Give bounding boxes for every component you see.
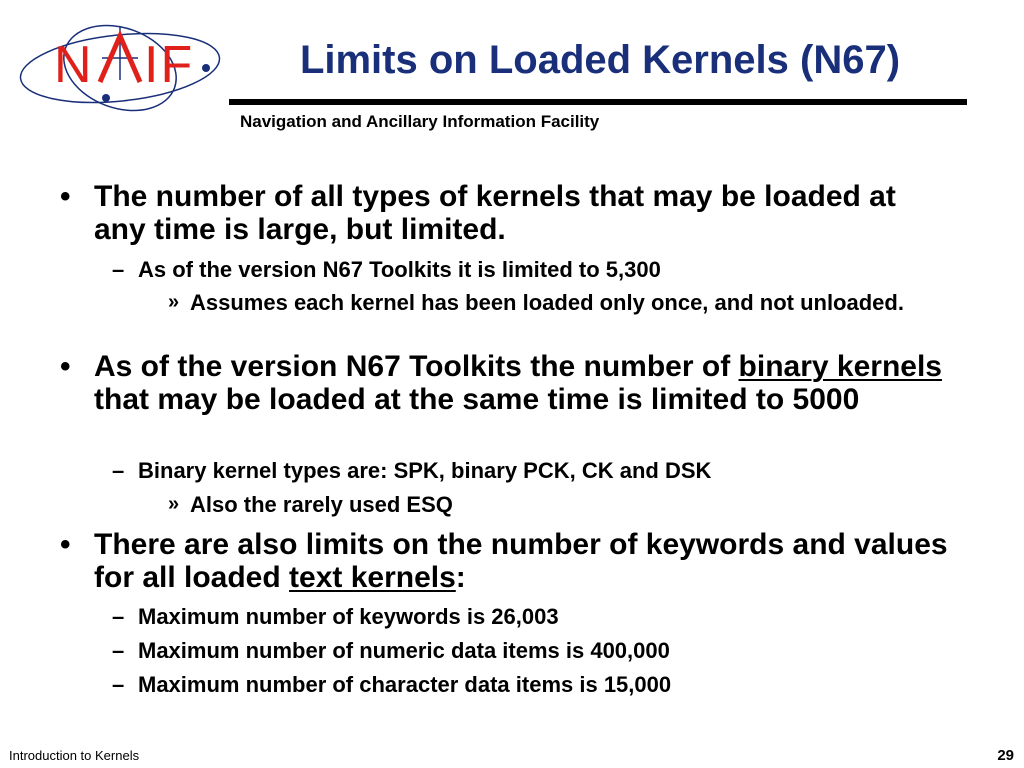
bullet-icon: • bbox=[60, 180, 71, 213]
dash-icon: – bbox=[112, 604, 125, 629]
chevron-icon: » bbox=[168, 291, 180, 313]
bullet-icon: • bbox=[60, 528, 71, 561]
organization-subtitle: Navigation and Ancillary Information Facility bbox=[240, 112, 600, 131]
bullet-2-text: As of the version N67 Toolkits the number of binary kernels that may be loaded at the same time is limited to 5000 bbox=[94, 350, 942, 416]
bullet-icon: • bbox=[60, 350, 71, 383]
bullet-1-sub-1-sub-1: Assumes each kernel has been loaded only once, and not unloaded. bbox=[190, 290, 904, 315]
dash-icon: – bbox=[112, 458, 125, 483]
chevron-icon: » bbox=[168, 493, 180, 515]
dash-icon: – bbox=[112, 672, 125, 697]
bullet-3-sub-2: Maximum number of numeric data items is 400,000 bbox=[138, 638, 670, 663]
svg-text:IF: IF bbox=[144, 36, 195, 94]
text-kernels-term: text kernels bbox=[289, 561, 456, 594]
bullet-3-text: There are also limits on the number of keywords and values for all loaded text kernels: bbox=[94, 528, 948, 594]
footer-course-title: Introduction to Kernels bbox=[9, 748, 140, 763]
svg-text:N: N bbox=[54, 36, 94, 94]
binary-kernels-term: binary kernels bbox=[738, 350, 942, 383]
bullet-1-sub-1: As of the version N67 Toolkits it is limited to 5,300 bbox=[138, 257, 661, 282]
page-title: Limits on Loaded Kernels (N67) bbox=[299, 38, 901, 82]
dash-icon: – bbox=[112, 257, 125, 282]
bullet-3-sub-3: Maximum number of character data items is 15,000 bbox=[138, 672, 672, 697]
page-number: 29 bbox=[997, 747, 1014, 764]
dash-icon: – bbox=[112, 638, 125, 663]
bullet-1-text: The number of all types of kernels that may be loaded at any time is large, but limited. bbox=[94, 180, 896, 246]
bullet-3-sub-1: Maximum number of keywords is 26,003 bbox=[138, 604, 559, 629]
bullet-2-sub-1-sub-1: Also the rarely used ESQ bbox=[190, 492, 453, 517]
bullet-2-sub-1: Binary kernel types are: SPK, binary PCK, CK and DSK bbox=[138, 458, 712, 483]
